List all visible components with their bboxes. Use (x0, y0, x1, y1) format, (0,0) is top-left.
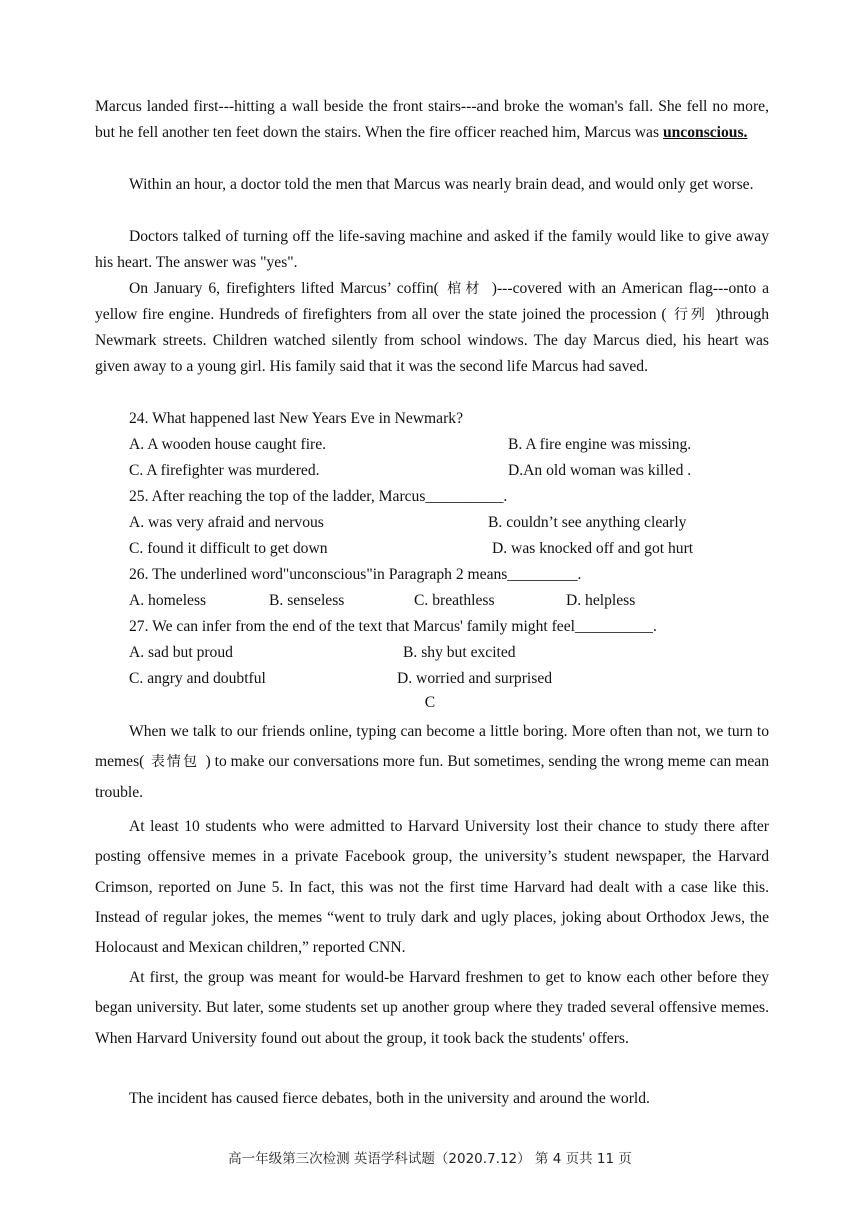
question-26-option-d: D. helpless (566, 592, 636, 609)
question-25-option-a: A. was very afraid and nervous (129, 514, 324, 531)
question-27-option-c: C. angry and doubtful (129, 670, 266, 687)
passage-c-paragraph-4: The incident has caused fierce debates, both in the university and around the world. (129, 1090, 650, 1107)
passage-b-paragraph-2: Within an hour, a doctor told the men that Marcus was nearly brain dead, and would only get worse. (129, 176, 754, 193)
question-24-option-c: C. A firefighter was murdered. (129, 462, 320, 479)
question-25: 25. After reaching the top of the ladder, Marcus__________. (129, 488, 508, 505)
passage-c-heading: C (424, 694, 436, 711)
passage-c-paragraph-2: At least 10 students who were admitted to Harvard University lost their chance to study there after posting offensive memes in a private Facebook group, the university’s student newspaper, the Harvard Crimson, reported on June 5. In fact, this was not the first time Harvard had dealt with a case like this. Instead of regular jokes, the memes “went to truly dark and ugly places, joking about Orthodox Jews, the Holocaust and Mexican children,” reported CNN. (95, 818, 769, 957)
question-27-option-a: A. sad but proud (129, 644, 233, 661)
question-26-option-c: C. breathless (414, 592, 495, 609)
question-25-option-d: D. was knocked off and got hurt (492, 540, 694, 557)
question-24-option-a: A. A wooden house caught fire. (129, 436, 327, 453)
question-27-option-b: B. shy but excited (403, 644, 516, 661)
underlined-word: unconscious. (662, 124, 748, 141)
question-27-option-d: D. worried and surprised (397, 670, 553, 687)
question-24: 24. What happened last New Years Eve in Newmark? (129, 410, 464, 427)
question-25-option-b: B. couldn’t see anything clearly (488, 514, 687, 531)
question-27: 27. We can infer from the end of the text that Marcus' family might feel__________. (129, 618, 657, 635)
passage-c-paragraph-3: At first, the group was meant for would-be Harvard freshmen to get to know each other before they began university. But later, some students set up another group where they traded several offensive memes. When Harvard University found out about the group, it took back the students' offers. (95, 969, 769, 1047)
passage-c-paragraph-1: When we talk to our friends online, typing can become a little boring. More often than not, we turn to memes( 表情包 ) to make our conversations more fun. But sometimes, sending the wrong meme can mean trouble. (95, 723, 770, 801)
page-footer: 高一年级第三次检测 英语学科试题（2020.7.12） 第 4 页共 11 页 (228, 1151, 632, 1167)
question-24-option-d: D.An old woman was killed . (508, 462, 692, 479)
passage-b-paragraph-1: Marcus landed first---hitting a wall beside the front stairs---and broke the woman's fall. She fell no more, but he fell another ten feet down the stairs. When the fire officer reached him, Marcus was unconscious. (95, 98, 769, 141)
question-26-option-a: A. homeless (129, 592, 207, 609)
question-26-option-b: B. senseless (269, 592, 345, 609)
question-24-option-b: B. A fire engine was missing. (508, 436, 692, 453)
question-26: 26. The underlined word"unconscious"in Paragraph 2 means_________. (129, 566, 582, 583)
passage-b-paragraph-3: Doctors talked of turning off the life-saving machine and asked if the family would like to give away his heart. The answer was "yes". (95, 228, 769, 271)
passage-b-paragraph-4: On January 6, firefighters lifted Marcus’ coffin( 棺材 )---covered with an American flag---onto a yellow fire engine. Hundreds of firefighters from all over the state joined the procession ( 行列 )through Newmark streets. Children watched silently from school windows. The day Marcus died, his heart was given away to a young girl. His family said that it was the second life Marcus had saved. (95, 280, 769, 375)
question-25-option-c: C. found it difficult to get down (129, 540, 328, 557)
